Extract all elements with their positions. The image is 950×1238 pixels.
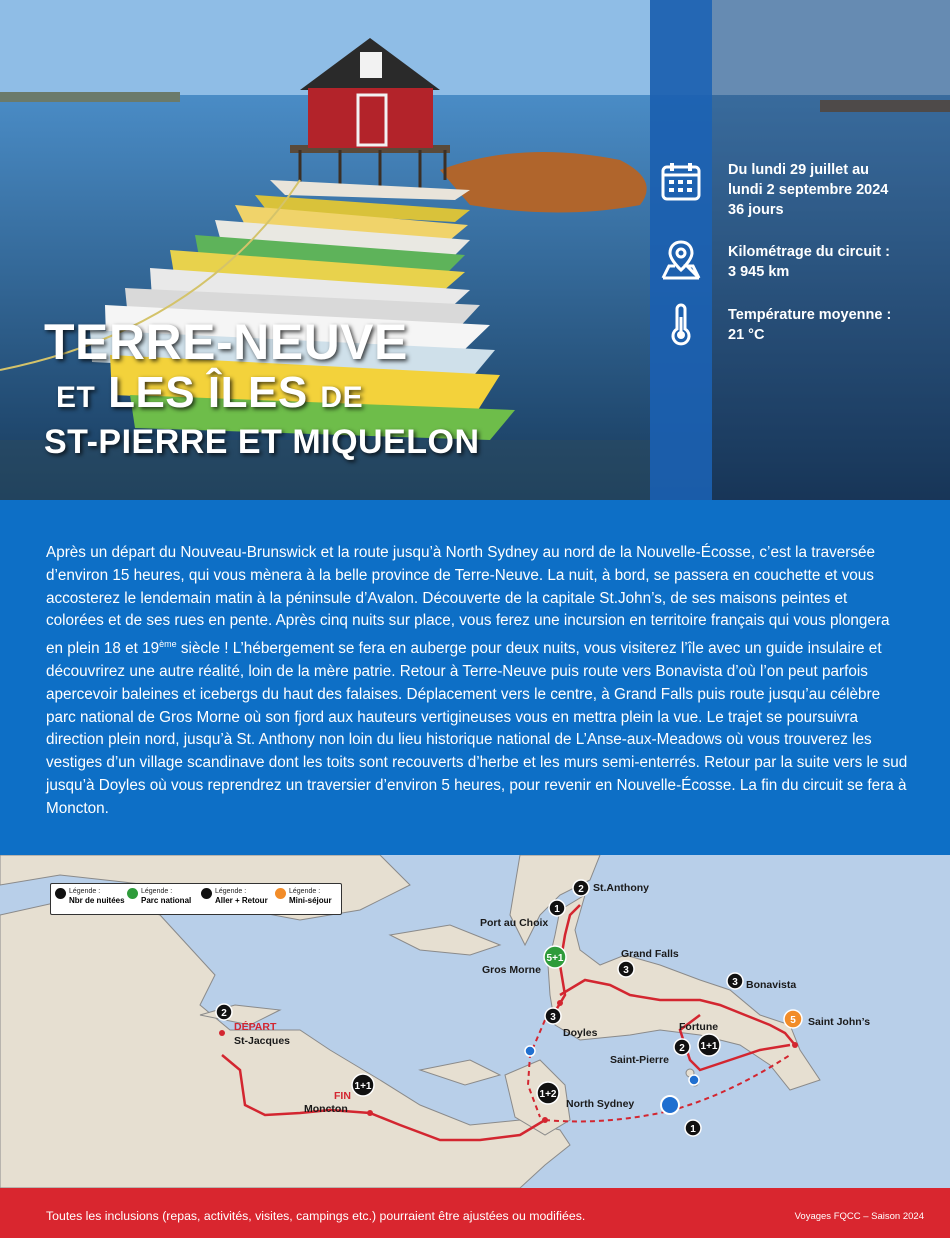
label-moncton: Moncton xyxy=(304,1103,348,1115)
pin-moncton xyxy=(352,1074,374,1096)
pin-st-johns-label: 5 xyxy=(790,1015,796,1026)
route-map xyxy=(0,855,950,1188)
pin-grand-falls xyxy=(618,961,634,977)
label-north-sydney: North Sydney xyxy=(566,1098,635,1110)
pin-north-sydney xyxy=(537,1082,559,1104)
pin-st-anthony-label: 2 xyxy=(578,884,584,895)
label-st-anthony: St.Anthony xyxy=(593,882,649,894)
label-st-johns: Saint John’s xyxy=(808,1016,871,1028)
title-line-3: ST-PIERRE ET MIQUELON xyxy=(44,423,480,461)
dates-line-2: lundi 2 septembre 2024 xyxy=(728,182,889,198)
legend-caption: Légende : xyxy=(289,888,321,895)
legend-label: Nbr de nuitées xyxy=(69,896,125,905)
temperature-label: Température moyenne : xyxy=(728,307,892,323)
label-gros-morne: Gros Morne xyxy=(482,964,541,976)
footer-note: Toutes les inclusions (repas, activités, visites, campings etc.) pourraient être ajustées ou modifiées. xyxy=(46,1209,586,1223)
pin-fortune-label: 1+1 xyxy=(700,1041,718,1052)
title-les-iles: LES ÎLES xyxy=(108,368,308,417)
legend-caption: Légende : xyxy=(215,888,247,895)
pin-st-anthony xyxy=(573,880,589,896)
pin-saint-pierre-label: 2 xyxy=(679,1043,685,1054)
pin-ferry-label: 1 xyxy=(690,1124,696,1135)
trip-dates xyxy=(728,160,938,220)
temperature-value: 21 °C xyxy=(728,327,765,343)
pin-st-jacques xyxy=(216,1004,232,1020)
label-grand-falls: Grand Falls xyxy=(621,948,679,960)
map-pin-icon xyxy=(659,238,703,282)
label-bonavista: Bonavista xyxy=(746,979,797,991)
pin-saint-pierre xyxy=(674,1039,690,1055)
title-line-2 xyxy=(44,369,480,422)
page-title xyxy=(44,315,480,462)
pin-fortune xyxy=(698,1034,720,1056)
calendar-icon xyxy=(659,160,703,204)
dates-line-1: Du lundi 29 juillet au xyxy=(728,162,869,178)
description-part-1: Après un départ du Nouveau-Brunswick et la route jusqu’à North Sydney au nord de la Nouvelle-Écosse, c’est la traversée d’environ 15 heures, qui vous mènera à la belle province de Terre-Neuve. La nuit, à bord, se passera en couchette et vous accosterez le lendemain matin à la péninsule d’Avalon. Découverte de la capitale St.John’s, de ses maisons peintes et colorées et de ses rues en pente. Après cinq nuits sur place, vous ferez une incursion en territoire français qui vous plongera en plein 18 et 19 xyxy=(46,544,890,658)
hero-photo xyxy=(0,0,950,500)
pin-doyles-label: 3 xyxy=(550,1012,556,1023)
legend-caption: Légende : xyxy=(141,888,173,895)
legend-label: Mini-séjour xyxy=(289,896,332,905)
label-st-jacques: St-Jacques xyxy=(234,1035,291,1047)
pin-port-au-choix xyxy=(549,900,565,916)
pin-st-johns xyxy=(784,1010,802,1028)
legend-label: Aller + Retour xyxy=(215,896,268,905)
distance-label: Kilométrage du circuit : xyxy=(728,244,890,260)
label-fortune: Fortune xyxy=(679,1021,719,1033)
pin-st-jacques-label: 2 xyxy=(221,1008,227,1019)
pin-grand-falls-label: 3 xyxy=(623,965,629,976)
pin-north-sydney-label: 1+2 xyxy=(539,1089,557,1100)
pin-moncton-label: 1+1 xyxy=(354,1081,372,1092)
pin-bonavista-label: 3 xyxy=(732,977,738,988)
legend-label: Parc national xyxy=(141,896,192,905)
average-temperature xyxy=(728,305,938,345)
pin-bonavista xyxy=(727,973,743,989)
label-port-au-choix: Port au Choix xyxy=(480,917,549,929)
trip-duration: 36 jours xyxy=(728,202,784,218)
label-depart: DÉPART xyxy=(234,1021,277,1033)
thermometer-icon xyxy=(659,303,703,347)
label-saint-pierre: Saint-Pierre xyxy=(610,1054,669,1066)
pin-gros-morne xyxy=(544,946,566,968)
title-et: ET xyxy=(56,381,96,414)
pin-ferry xyxy=(685,1120,701,1136)
pin-gros-morne-label: 5+1 xyxy=(546,953,564,964)
label-doyles: Doyles xyxy=(563,1027,598,1039)
legend-caption: Légende : xyxy=(69,888,101,895)
description-text xyxy=(46,542,908,821)
title-line-1: TERRE-NEUVE xyxy=(44,314,408,370)
description-sup: ème xyxy=(159,639,177,650)
description-section xyxy=(0,500,950,855)
title-de: DE xyxy=(320,381,364,414)
description-part-2: siècle ! L’hébergement se fera en auberge pour deux nuits, vous visiterez l’île avec un guide insulaire et découvrirez une autre réalité, loin de la mère patrie. Retour à Terre-Neuve puis route vers Bonavista d’où l’on peut parfois apercevoir baleines et icebergs du haut des falaises. Déplacement vers le centre, à Grand Falls puis route jusqu’au célèbre parc national de Gros Morne où son fjord aux hauteurs vertigineuses vous en mettra plein la vue. Le trajet se poursuivra direction plein nord, jusqu’à St. Anthony non loin du lieu historique national de L’Anse-aux-Meadows où vous trouverez les vestiges d’un village scandinave dont les toits sont recouverts d’herbe et les murs semi-enterrés. Retour par la suite vers le sud jusqu’à Doyles où vous reprendrez un traversier d’environ 5 heures, pour revenir en Nouvelle-Écosse. La fin du circuit se fera à Moncton. xyxy=(46,640,908,817)
pin-doyles xyxy=(545,1008,561,1024)
pin-port-au-choix-label: 1 xyxy=(554,904,560,915)
footer-credit: Voyages FQCC – Saison 2024 xyxy=(794,1211,924,1222)
footer xyxy=(0,1188,950,1238)
distance-value: 3 945 km xyxy=(728,264,790,280)
circuit-distance xyxy=(728,242,938,282)
label-fin: FIN xyxy=(334,1090,351,1102)
